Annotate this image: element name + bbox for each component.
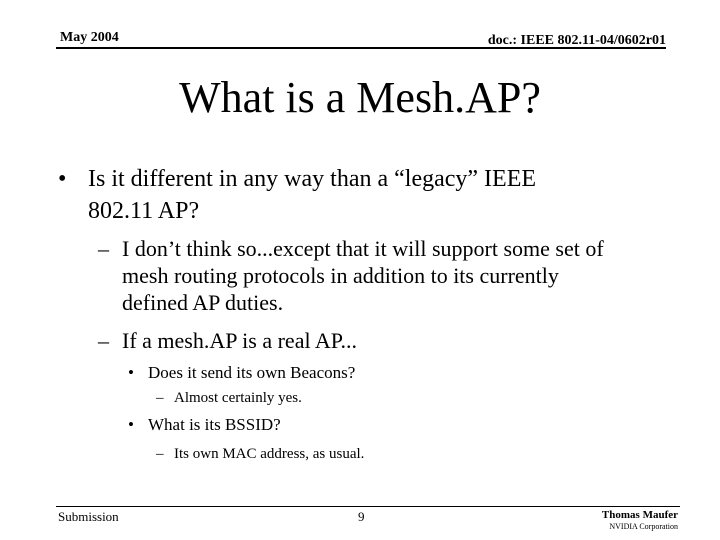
bullet-level2 (98, 235, 678, 316)
bullet-level3 (128, 362, 355, 384)
bullet-marker: • (128, 415, 134, 434)
slide-title: What is a Mesh.AP? (179, 73, 541, 122)
bullet-level4 (156, 388, 302, 408)
footer-author: Thomas Maufer (601, 509, 678, 521)
bullet-level3 (128, 414, 281, 436)
bullet-text: If a mesh.AP is a real AP... (122, 328, 358, 353)
page-number: 9 (358, 509, 365, 524)
footer-divider (56, 506, 680, 507)
header-divider (56, 47, 666, 49)
dash-marker: – (156, 446, 164, 462)
footer-submission: Submission (58, 509, 119, 524)
bullet-text: I don’t think so...except that it will support some set of mesh routing protocols in addition to its currently defined AP duties. (122, 236, 604, 315)
bullet-text: Its own MAC address, as usual. (174, 446, 365, 462)
bullet-level1 (58, 163, 678, 227)
header-doc-id: doc.: IEEE 802.11-04/0602r01 (487, 33, 666, 48)
bullet-level2 (98, 327, 678, 354)
footer-organization: NVIDIA Corporation (609, 522, 678, 531)
bullet-marker: • (128, 363, 134, 382)
dash-marker: – (98, 328, 109, 353)
dash-marker: – (156, 390, 164, 406)
bullet-text: Almost certainly yes. (174, 390, 302, 406)
bullet-marker: • (58, 166, 67, 192)
dash-marker: – (98, 236, 109, 261)
bullet-level4 (156, 444, 364, 464)
header-date: May 2004 (60, 30, 119, 45)
bullet-text: Is it different in any way than a “legacy” IEEE 802.11 AP? (88, 166, 537, 224)
bullet-text: Does it send its own Beacons? (148, 363, 356, 382)
bullet-text: What is its BSSID? (148, 415, 281, 434)
